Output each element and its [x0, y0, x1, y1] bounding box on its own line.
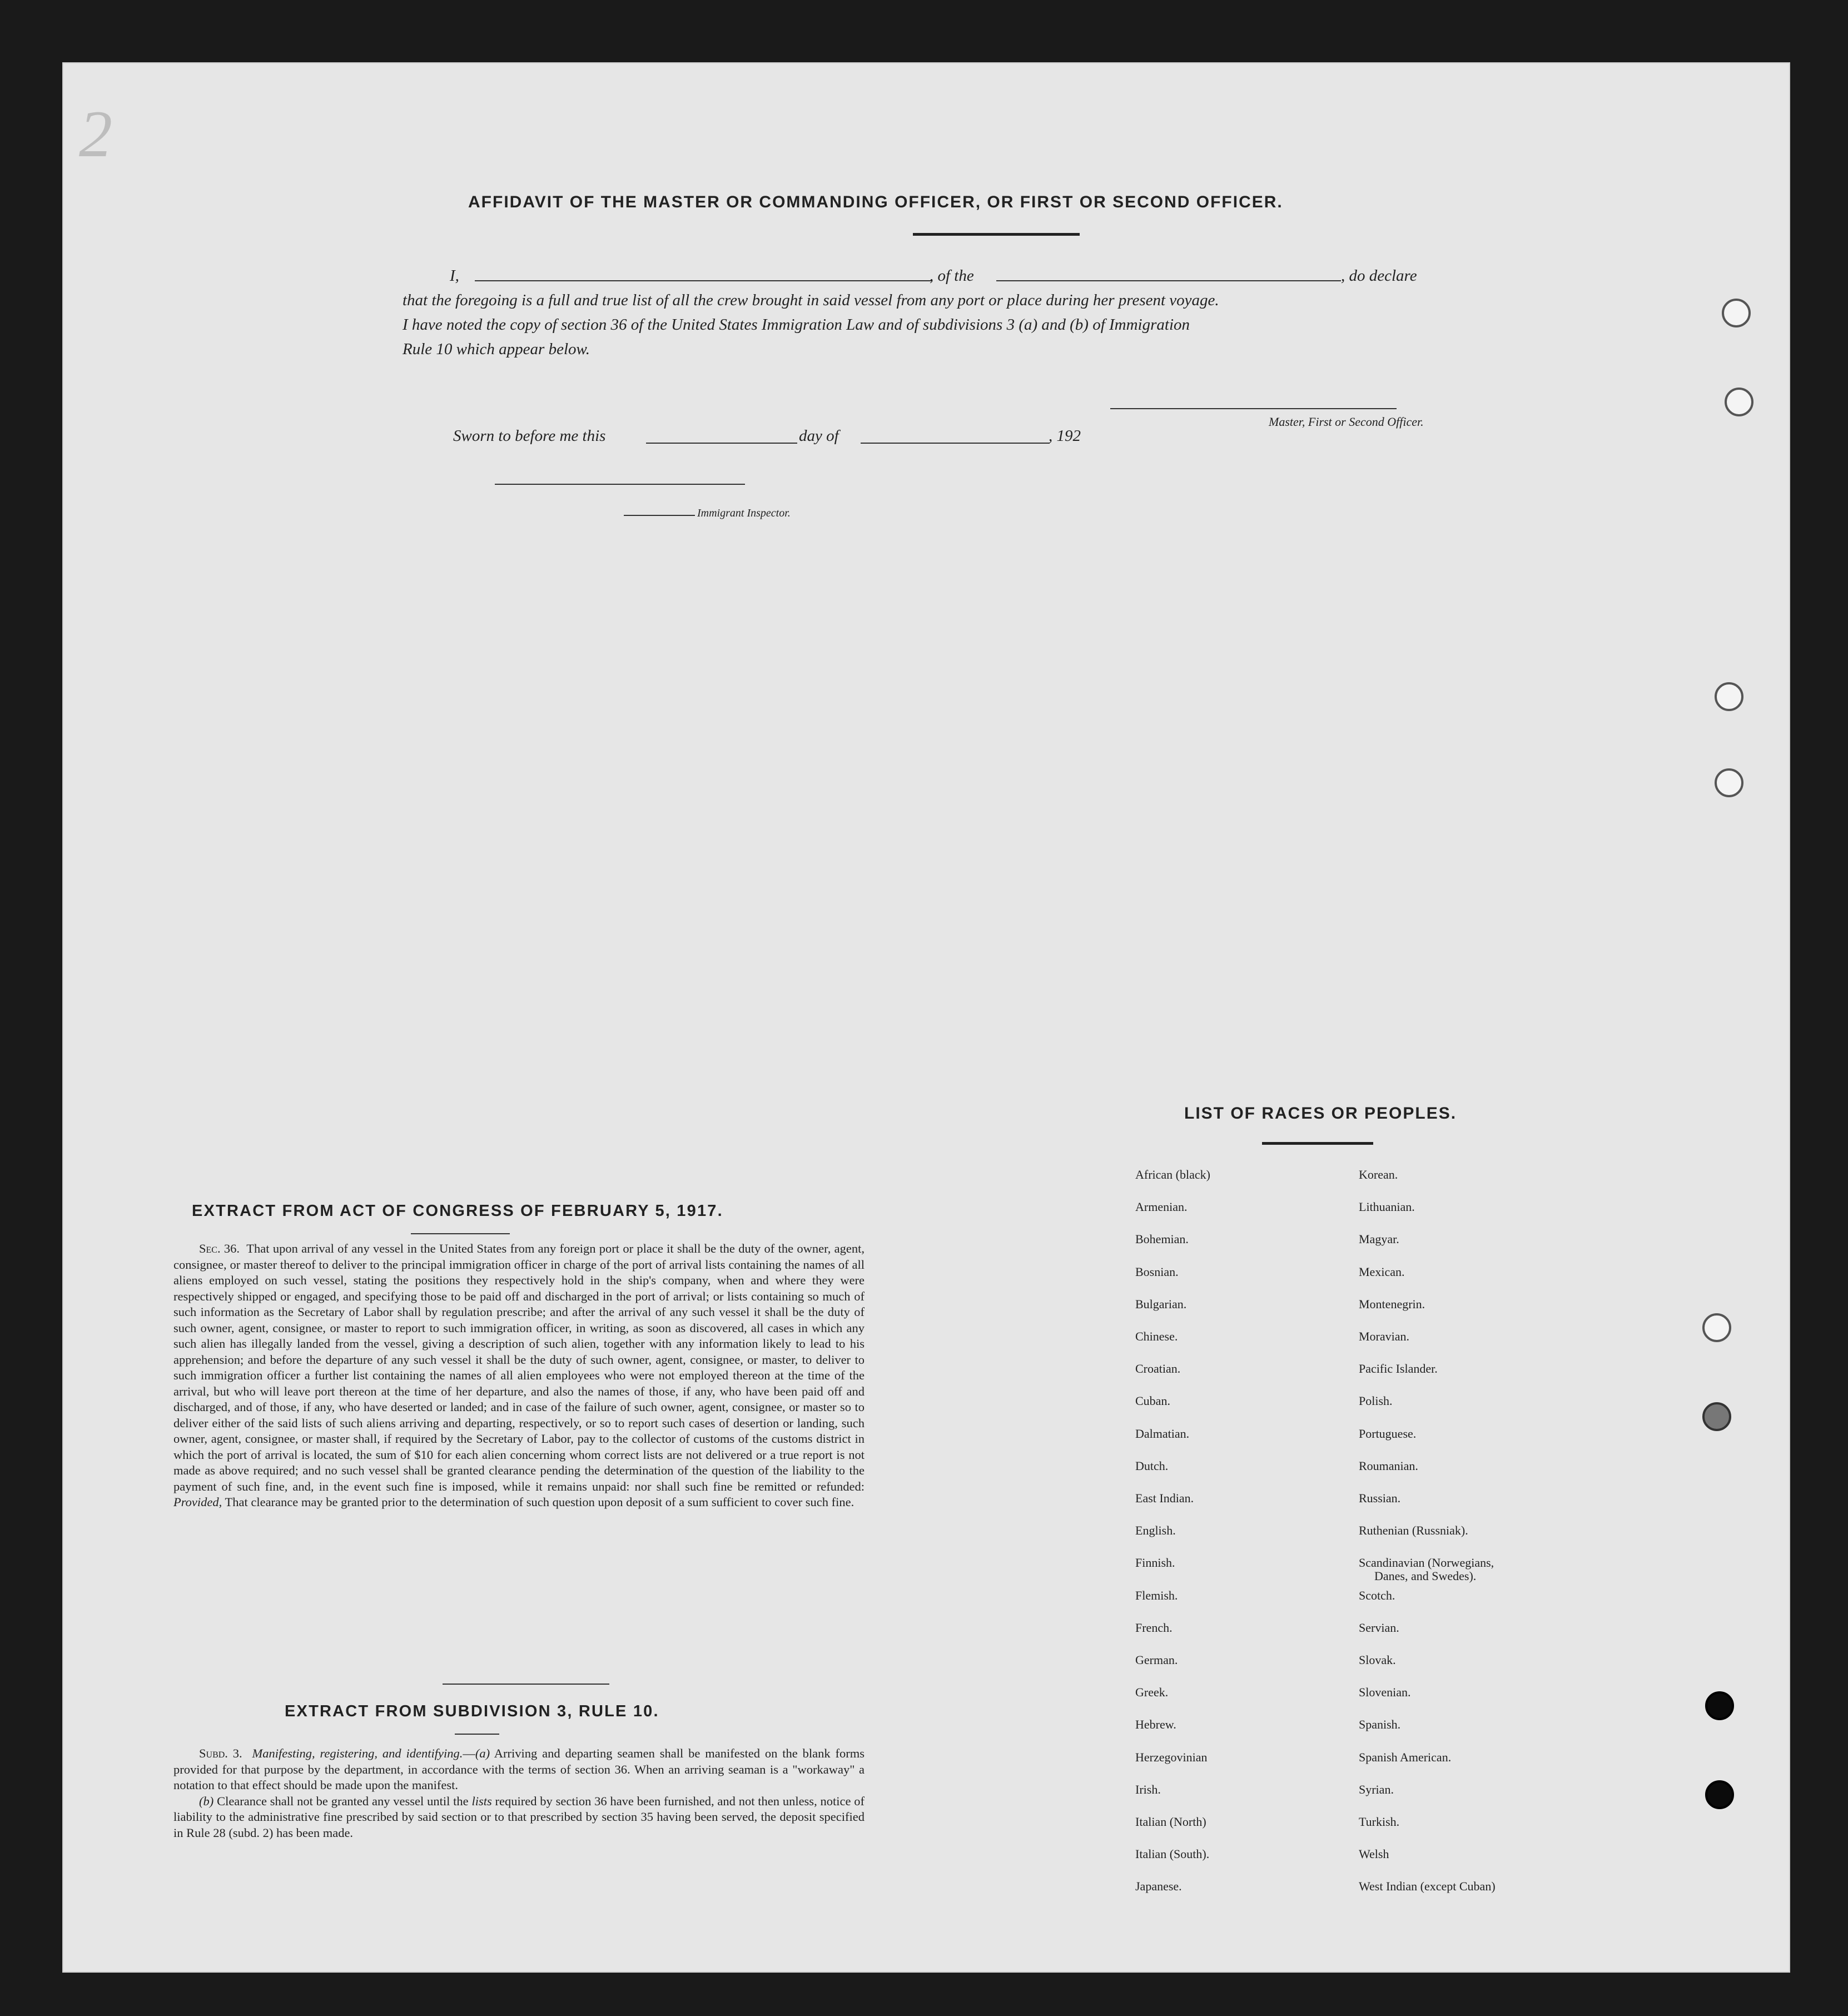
race-item: Slovak. [1359, 1653, 1396, 1667]
race-item: Bosnian. [1135, 1264, 1179, 1279]
punch-hole [1722, 299, 1751, 327]
inspector-short-line [624, 515, 695, 516]
affidavit-line2: that the foregoing is a full and true list of all the crew brought in said vessel from any port or place during her present voyage. [403, 291, 1219, 309]
extract-act-body [173, 1241, 865, 1511]
subd-heading: Manifesting, registering, and identifying. [252, 1746, 463, 1760]
race-item: Korean. [1359, 1168, 1398, 1181]
race-item: Armenian. [1135, 1200, 1188, 1214]
subd-label: Subd. 3. [199, 1746, 242, 1760]
race-item: Scotch. [1359, 1588, 1395, 1602]
race-item: Chinese. [1135, 1329, 1178, 1343]
race-item: Ruthenian (Russniak). [1359, 1523, 1468, 1538]
punch-hole [1715, 682, 1743, 711]
race-item: Italian (North) [1135, 1815, 1206, 1829]
part-b-pre: Clearance shall not be granted any vessel until the [217, 1794, 469, 1808]
race-item: Spanish. [1359, 1717, 1401, 1732]
race-item: Cuban. [1135, 1394, 1170, 1408]
page-number: 2 [79, 97, 112, 171]
race-item: Moravian. [1359, 1329, 1410, 1343]
inspector-label: Immigrant Inspector. [697, 507, 791, 519]
part-b-label: (b) [199, 1794, 214, 1808]
affidavit-line1-declare: , do declare [1341, 267, 1417, 285]
race-item: Pacific Islander. [1359, 1362, 1438, 1376]
part-a-text: Arriving and departing seamen shall be manifested on the blank forms provided for that purpose by the department, in accordance with the terms of section 36. When an arriving seaman is a "workaway" a notation to that effect should be made upon the manifest. [173, 1746, 865, 1792]
sworn-month-blank [861, 443, 1050, 444]
part-b-lists: lists [471, 1794, 492, 1808]
punch-hole [1725, 388, 1753, 416]
extract-rule-body: Subd. 3. Manifesting, registering, and identifying.—(a) Arriving and departing seamen shall be manifested on the blank forms provided for that purpose by the department, in accordance with the terms of section 36. When an arriving seaman is a "workaway" a notation to that effect should be made upon the manifest. (b) Clearance shall not be granted any vessel until the lists required by section 36 have been furnished, and not then unless, notice of liability to the administrative fine prescribed by said section or to that prescribed by section 35 having been served, the deposit specified in Rule 28 (subd. 2) has been made. [173, 1746, 865, 1840]
affidavit-title-rule [913, 233, 1080, 236]
affidavit-line1-i: I, [450, 267, 459, 285]
race-item: Dutch. [1135, 1458, 1169, 1473]
section-36-text: That upon arrival of any vessel in the United States from any foreign port or place it shall be the duty of the owner, agent, consignee, or master thereof to deliver to the principal immigration officer in charge of the port of arrival lists containing the names of all aliens employed on such vessel, stating the positions they respectively hold in the ship's company, when and where they were respectively shipped or engaged, and specifying those to be paid off and discharged in the port of arrival; or lists containing so much of such information as the Secretary of Labor shall by regulation prescribe; and after the arrival of any such vessel it shall be the duty of such owner, agent, consignee, or master to report to such immigration officer, in writing, as soon as discovered, all cases in which any such alien has illegally landed from the vessel, giving a description of such alien, together with any information likely to lead to his apprehension; and before the departure of any such vessel it shall be the duty of such owner, agent, consignee, or master, to deliver to such immigration officer a further list containing the names of all alien employees who were not employed thereon at the time of the arrival, but who will leave port thereon at the time of her departure, and also the names of those, if any, who have been paid off and discharged, and of those, if any, who have deserted or landed; and in case of the failure of such owner, agent, consignee, or master so to deliver either of the said lists of such aliens arriving and departing, respectively, or so to report such cases of desertion or landing, such owner, agent, consignee, or master shall, if required by the Secretary of Labor, pay to the collector of customs of the customs district in which the port of arrival is located, the sum of $10 for each alien concerning whom correct lists are not delivered or a true report is not made as above required; and no such vessel shall be granted clearance pending the determination of the question of the liability to the payment of such fine, and, in the event such fine is imposed, while it remains unpaid: nor shall such fine be remitted or refunded: [173, 1242, 865, 1493]
extract-rule-title: EXTRACT FROM SUBDIVISION 3, RULE 10. [285, 1702, 659, 1720]
race-item: Hebrew. [1135, 1717, 1176, 1732]
race-item: Servian. [1359, 1620, 1399, 1635]
part-a-label: (a) [475, 1746, 490, 1760]
race-item: Syrian. [1359, 1782, 1394, 1796]
document-page [62, 62, 1790, 1973]
bleed-through-header [296, 157, 304, 182]
race-item: African (black) [1135, 1168, 1210, 1181]
race-item: Japanese. [1135, 1879, 1182, 1894]
inspector-signature-line [495, 484, 745, 485]
race-item: Flemish. [1135, 1588, 1178, 1602]
race-item: Croatian. [1135, 1362, 1181, 1376]
punch-hole [1705, 1780, 1734, 1809]
extract-rule-rule [455, 1734, 499, 1735]
race-item: Italian (South). [1135, 1847, 1210, 1861]
punch-hole [1702, 1402, 1731, 1431]
race-item: Turkish. [1359, 1815, 1400, 1829]
race-item: Montenegrin. [1359, 1297, 1425, 1311]
race-item: Danes, and Swedes). [1374, 1569, 1477, 1583]
race-item: Irish. [1135, 1782, 1161, 1796]
sworn-day-of: day of [799, 427, 839, 445]
race-item: English. [1135, 1523, 1176, 1538]
race-item: Dalmatian. [1135, 1426, 1190, 1441]
punch-hole [1715, 768, 1743, 797]
part-b-post: required by section 36 have been furnished, and not then unless, notice of liability to the administrative fine prescribed by said section or to that prescribed by section 35 having been served, the deposit specified in Rule 28 (subd. 2) has been made. [173, 1794, 865, 1840]
affidavit-line4: Rule 10 which appear below. [403, 340, 590, 358]
race-item: Portuguese. [1359, 1426, 1417, 1441]
race-item: Welsh [1359, 1847, 1389, 1861]
race-item: French. [1135, 1620, 1173, 1635]
race-item: Polish. [1359, 1394, 1393, 1408]
section-label: Sec. 36. [199, 1242, 240, 1255]
race-item: East Indian. [1135, 1491, 1194, 1505]
vessel-blank [996, 280, 1341, 281]
race-item: Spanish American. [1359, 1750, 1452, 1764]
sworn-day-blank [646, 443, 797, 444]
race-item: Scandinavian (Norwegians, [1359, 1556, 1494, 1570]
sworn-prefix: Sworn to before me this [453, 427, 606, 445]
name-blank [475, 280, 932, 281]
race-item: German. [1135, 1653, 1178, 1667]
race-item: Bulgarian. [1135, 1297, 1187, 1311]
extract-separator-rule [443, 1684, 609, 1685]
race-item: Magyar. [1359, 1232, 1399, 1247]
race-item: Bohemian. [1135, 1232, 1189, 1247]
races-title-rule [1262, 1142, 1373, 1145]
race-item: Herzegovinian [1135, 1750, 1208, 1764]
race-item: Russian. [1359, 1491, 1401, 1505]
race-item: Greek. [1135, 1685, 1169, 1700]
signature-label: Master, First or Second Officer. [1269, 415, 1424, 429]
extract-act-title: EXTRACT FROM ACT OF CONGRESS OF FEBRUARY 5, 1917. [192, 1202, 723, 1220]
race-item: Lithuanian. [1359, 1200, 1415, 1214]
race-item: West Indian (except Cuban) [1359, 1879, 1496, 1894]
punch-hole [1702, 1313, 1731, 1342]
races-title: LIST OF RACES OR PEOPLES. [1184, 1104, 1457, 1123]
proviso-text: That clearance may be granted prior to the determination of such question upon deposit of a sum sufficient to cover such fine. [225, 1495, 855, 1509]
race-item: Roumanian. [1359, 1458, 1418, 1473]
punch-hole [1705, 1691, 1734, 1720]
affidavit-line3: I have noted the copy of section 36 of the United States Immigration Law and of subdivisions 3 (a) and (b) of Immigration [403, 316, 1190, 334]
signature-line [1110, 408, 1397, 409]
race-item: Mexican. [1359, 1264, 1405, 1279]
affidavit-title: AFFIDAVIT OF THE MASTER OR COMMANDING OFFICER, OR FIRST OR SECOND OFFICER. [468, 193, 1283, 211]
sworn-year: , 192 [1049, 427, 1081, 445]
proviso-label: Provided, [173, 1495, 222, 1509]
extract-act-rule [411, 1233, 510, 1234]
race-item: Slovenian. [1359, 1685, 1411, 1700]
race-item: Finnish. [1135, 1556, 1175, 1570]
affidavit-line1-of-the: , of the [930, 267, 974, 285]
